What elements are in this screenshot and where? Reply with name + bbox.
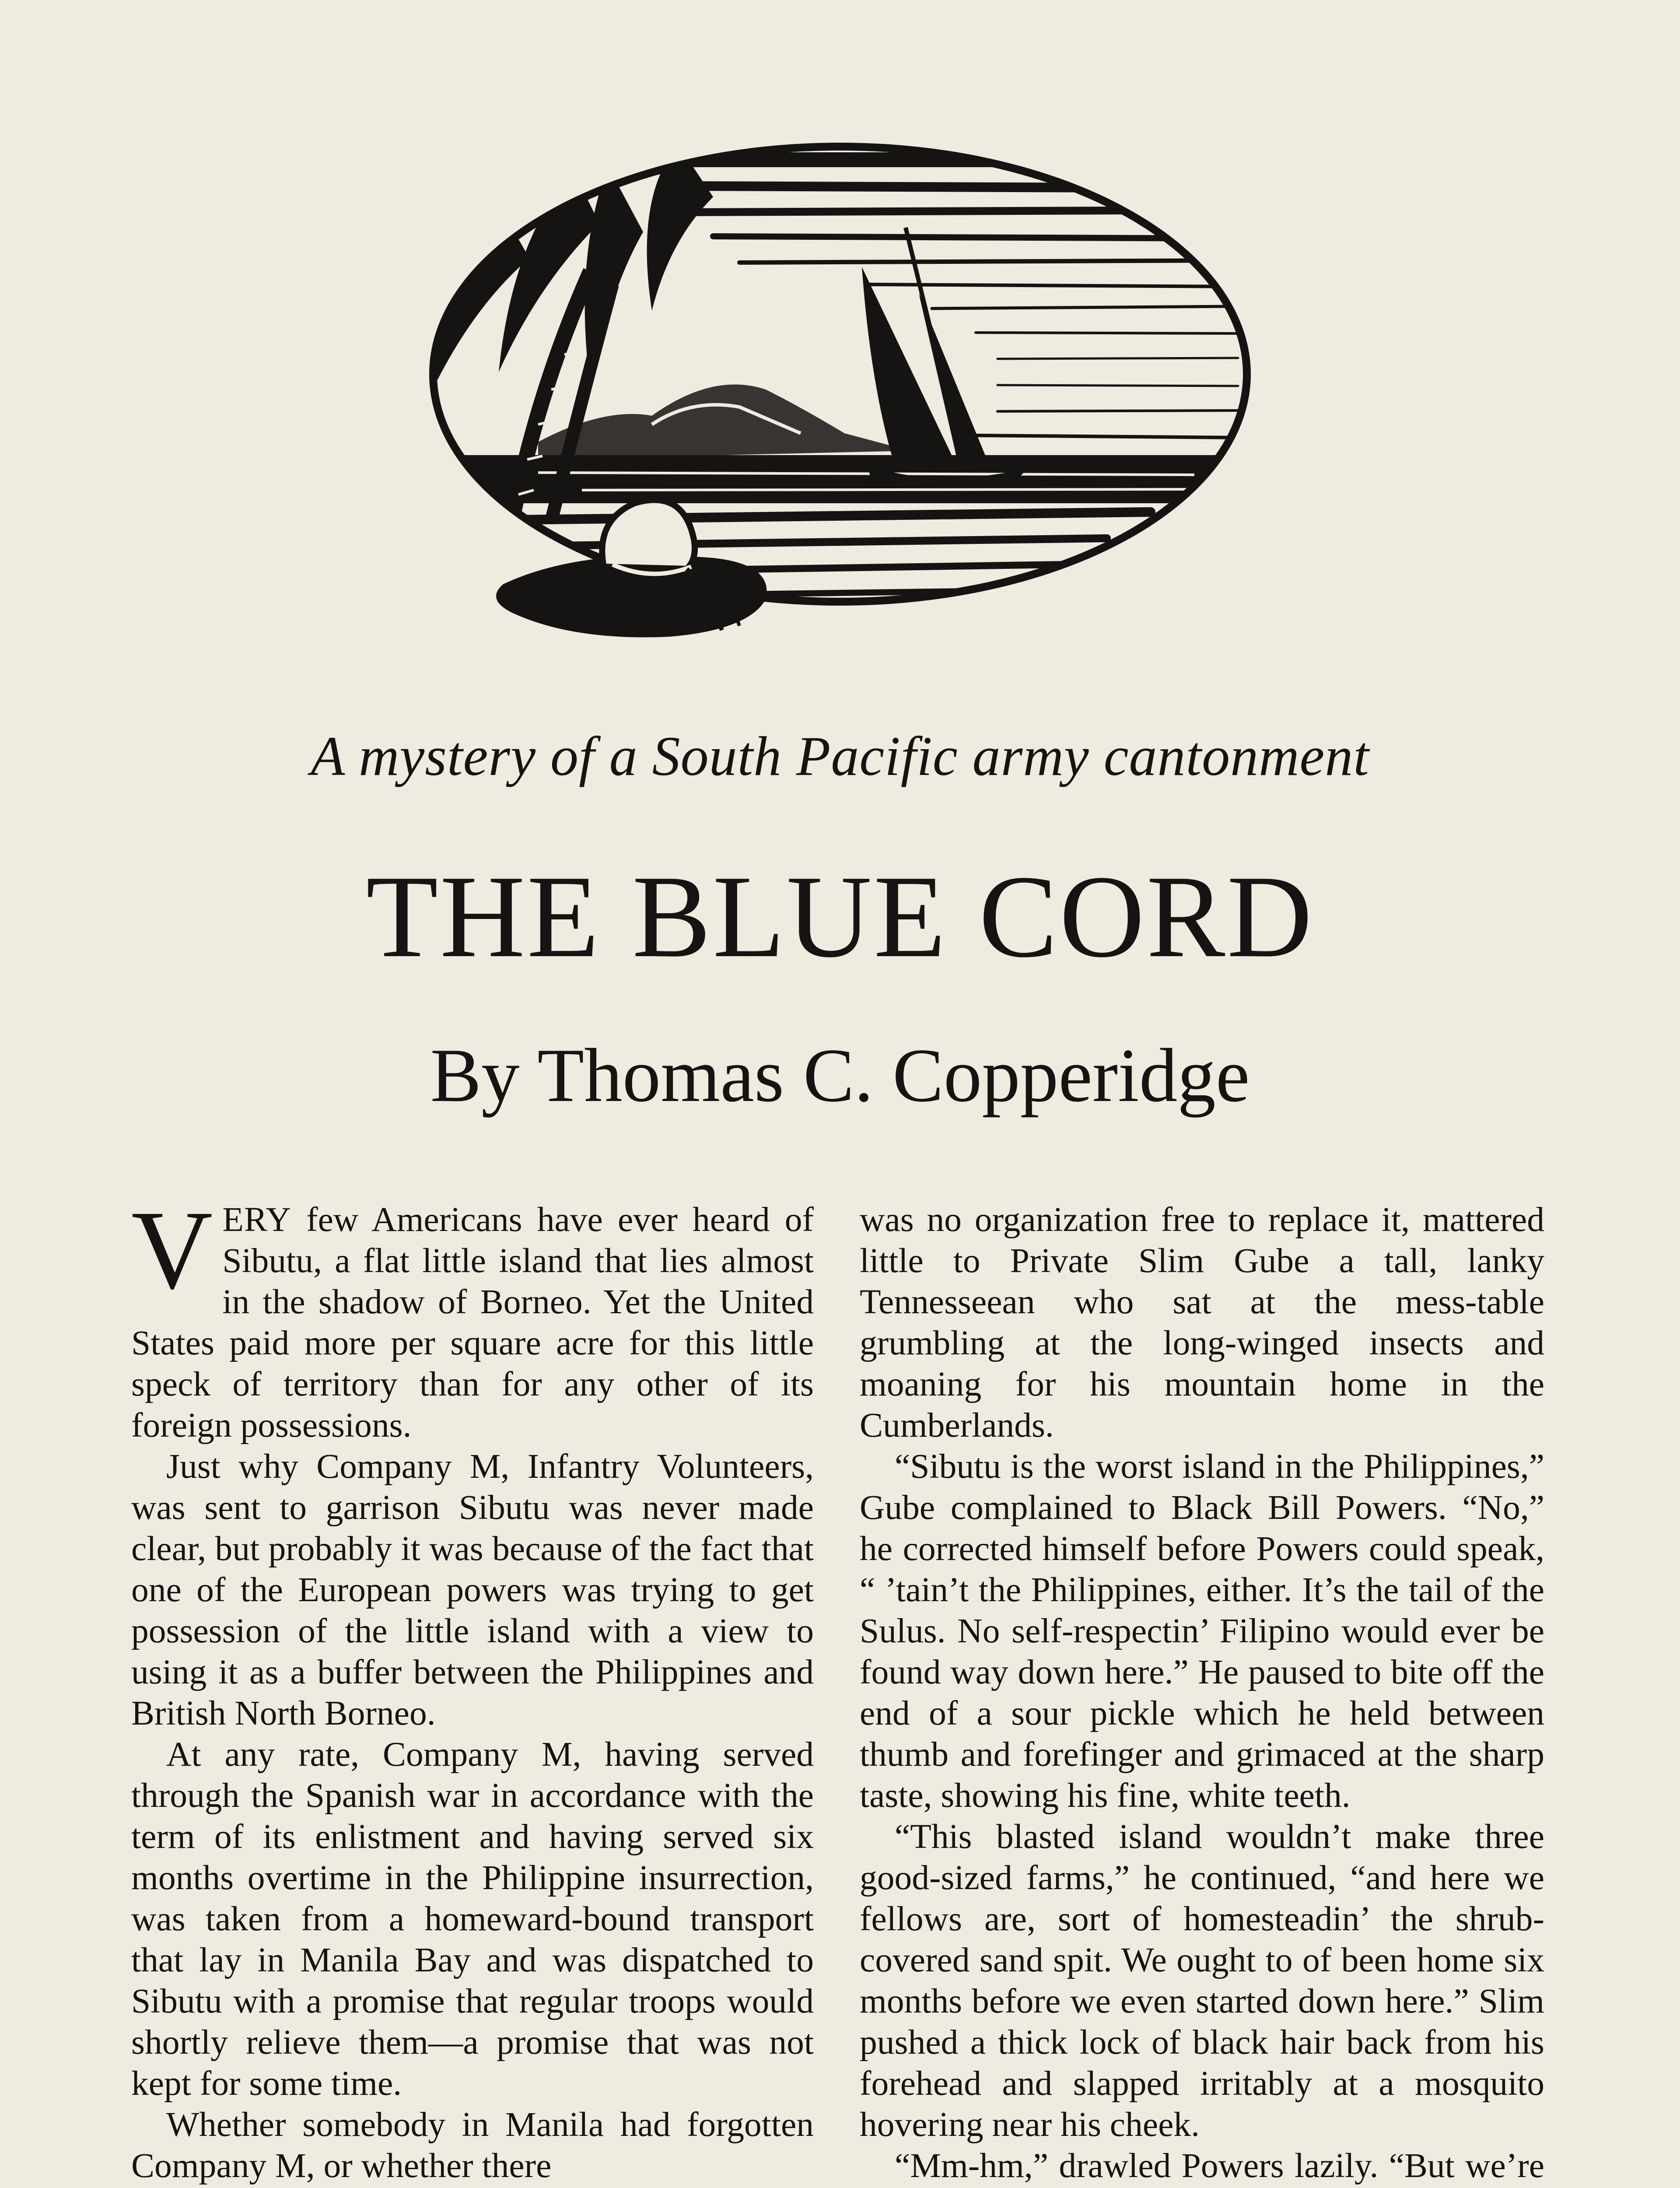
paragraph: At any rate, Company M, having served through the Spanish war in accordance with the term of its enlistment and having served six months overtime in the Philippine insurrection, was taken from a homeward-bound transport that lay in Manila Bay and was dispatched to Sibutu with a promise that regular troops would shortly relieve them—a promise that was not kept for some time. — [131, 1735, 814, 2103]
paragraph — [131, 1199, 814, 1446]
article-title: THE BLUE CORD — [366, 851, 1314, 982]
lead-caps: ERY — [222, 1200, 291, 1239]
right-column — [860, 1199, 1544, 2188]
paragraph: “Sibutu is the worst island in the Philippines,” Gube complained to Black Bill Powers. “No,” he corrected himself before Powers could speak, “ ’tain’t the Philippines, either. It’s the tail of the Sulus. No self-respectin’ Filipino would ever be found way down here.” He paused to bite off the end of a sour pickle which he held between thumb and forefinger and grimaced at the sharp taste, showing his fine, white teeth. — [860, 1447, 1544, 1815]
drop-cap: V — [131, 1199, 213, 1312]
paragraph-text: few Americans have ever heard of Sibutu, a flat little island that lies almost in the shadow of Borneo. Yet the United States paid more per square acre for this little speck of territory than for any other of its foreign possessions. — [131, 1200, 814, 1445]
paragraph: Whether somebody in Manila had forgotten Company M, or whether there — [131, 2105, 814, 2185]
paragraph: “Mm-hm,” drawled Powers lazily. “But we’re — [895, 2146, 1544, 2185]
paragraph: “This blasted island wouldn’t make three good-sized farms,” he continued, “and here we fellows are, sort of homesteadin’ the shrub-covered sand spit. We ought to of been home six months before we even started down here.” Slim pushed a thick lock of black hair back from his forehead and slapped irritably at a mosquito hovering near his cheek. — [860, 1817, 1544, 2144]
paragraph: was no organization free to replace it, mattered little to Private Slim Gube a tall, lanky Tennesseean who sat at the mess-table grumbling at the long-winged insects and moaning for his mountain home in the Cumberlands. — [860, 1200, 1544, 1445]
paragraph: Just why Company M, Infantry Volunteers, was sent to garrison Sibutu was never made clear, but probably it was because of the fact that one of the European powers was trying to get possession of the little island with a view to using it as a buffer between the Philippines and British North Borneo. — [131, 1447, 814, 1732]
article-subtitle: A mystery of a South Pacific army cantonment — [311, 725, 1369, 787]
left-column — [131, 1199, 814, 2188]
article-byline: By Thomas C. Copperidge — [430, 1033, 1250, 1118]
tropical-shore-sailboat-illustration — [407, 127, 1256, 652]
